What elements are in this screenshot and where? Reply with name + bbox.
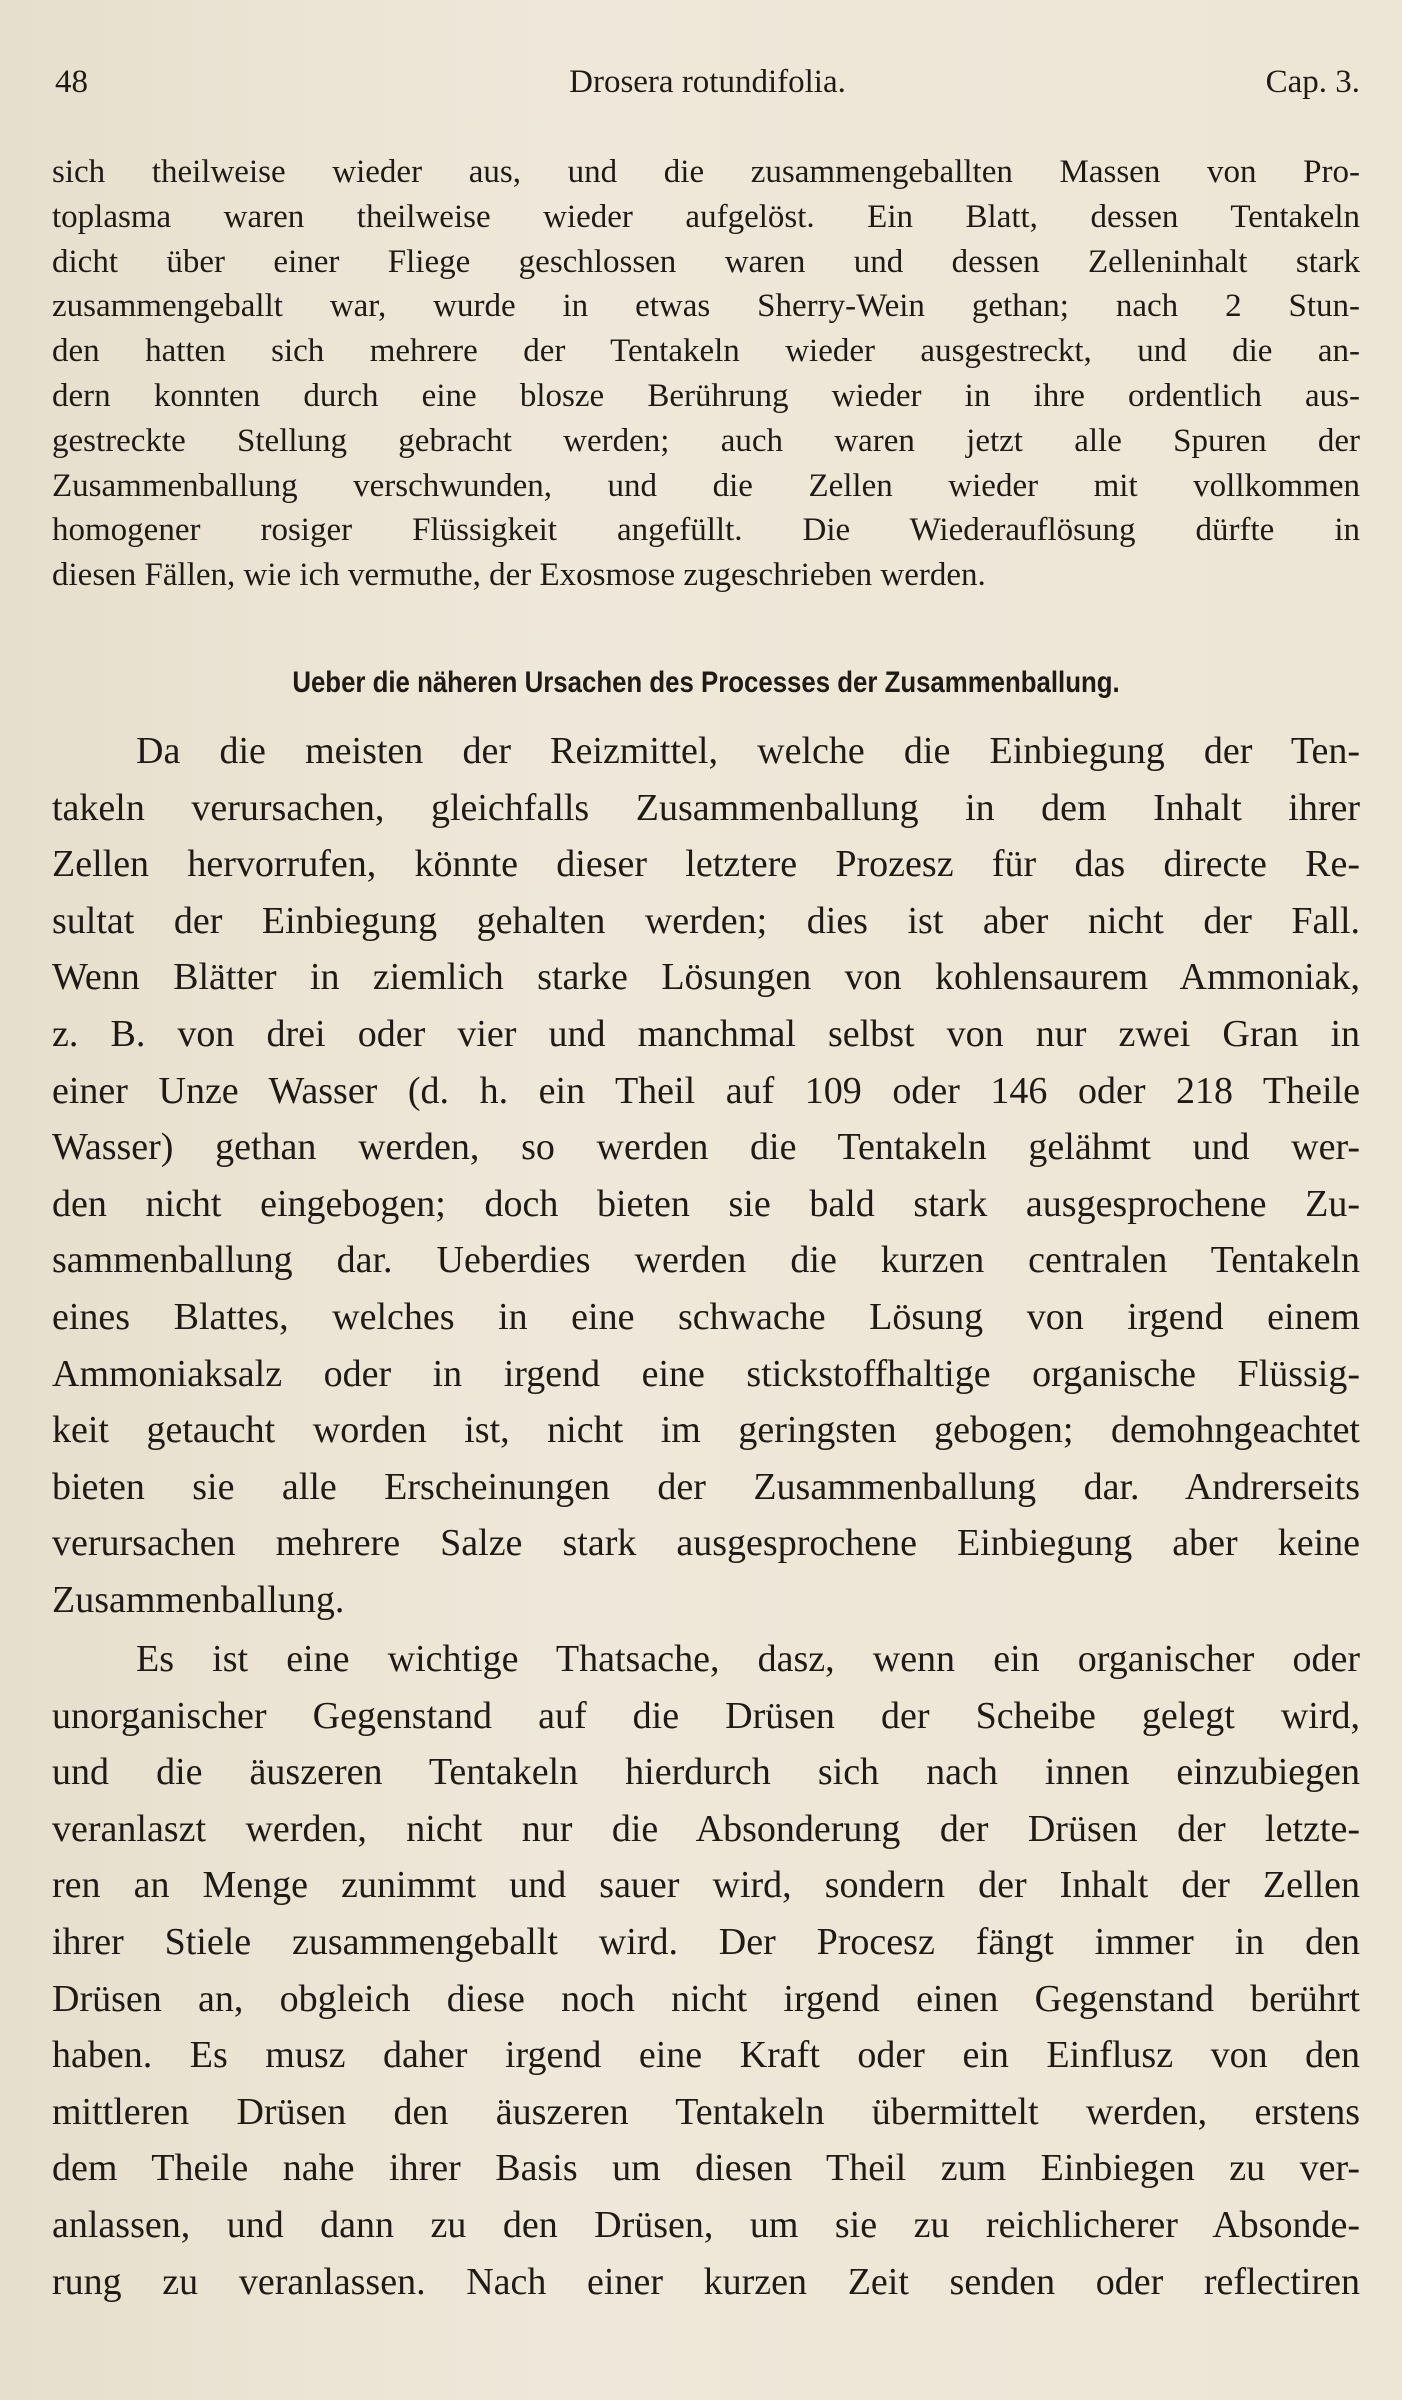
text-line: den nicht eingebogen; doch bieten sie bald stark ausgesprochene Zu-	[52, 1182, 1360, 1225]
text-line: mittleren Drüsen den äuszeren Tentakeln übermittelt werden, erstens	[52, 2090, 1360, 2133]
text-line: bieten sie alle Erscheinungen der Zusammenballung dar. Andrerseits	[52, 1465, 1360, 1508]
text-line: Es ist eine wichtige Thatsache, dasz, wenn ein organischer oder	[136, 1638, 1360, 1680]
text-line: gestreckte Stellung gebracht werden; auch waren jetzt alle Spuren der	[52, 422, 1360, 459]
text-line: Ammoniaksalz oder in irgend eine stickstoffhaltige organische Flüssig-	[52, 1352, 1360, 1395]
text-line: ihrer Stiele zusammengeballt wird. Der Procesz fängt immer in den	[52, 1920, 1360, 1963]
text-line: takeln verursachen, gleichfalls Zusammenballung in dem Inhalt ihrer	[52, 786, 1360, 829]
paragraph-1	[52, 723, 1360, 1629]
text-line: toplasma waren theilweise wieder aufgelöst. Ein Blatt, dessen Tentakeln	[52, 198, 1360, 235]
text-line: rung zu veranlassen. Nach einer kurzen Zeit senden oder reflectiren	[52, 2260, 1360, 2303]
text-line: verursachen mehrere Salze stark ausgesprochene Einbiegung aber keine	[52, 1522, 1360, 1565]
text-line: keit getaucht worden ist, nicht im geringsten gebogen; demohngeachtet	[52, 1409, 1360, 1452]
text-line: z. B. von drei oder vier und manchmal selbst von nur zwei Gran in	[52, 1012, 1360, 1055]
text-line: eines Blattes, welches in eine schwache Lösung von irgend einem	[52, 1295, 1360, 1338]
running-title: Drosera rotundifolia.	[569, 64, 846, 100]
text-line: Wenn Blätter in ziemlich starke Lösungen von kohlensaurem Ammoniak,	[52, 956, 1360, 999]
text-line: haben. Es musz daher irgend eine Kraft oder ein Einflusz von den	[52, 2034, 1360, 2077]
section-heading: Ueber die näheren Ursachen des Processes der Zusammenballung.	[292, 666, 1120, 699]
page-number: 48	[55, 64, 88, 100]
paragraph-2	[52, 1631, 1360, 2310]
small-print-paragraph	[52, 150, 1360, 598]
text-line: veranlaszt werden, nicht nur die Absonderung der Drüsen der letzte-	[52, 1807, 1360, 1850]
text-line: ren an Menge zunimmt und sauer wird, sondern der Inhalt der Zellen	[52, 1864, 1360, 1907]
text-line: sich theilweise wieder aus, und die zusammengeballten Massen von Pro-	[52, 154, 1360, 190]
text-line: Wasser) gethan werden, so werden die Tentakeln gelähmt und wer-	[52, 1126, 1360, 1169]
text-line: Zusammenballung.	[52, 1578, 345, 1621]
text-line: Da die meisten der Reizmittel, welche die Einbiegung der Ten-	[136, 730, 1360, 772]
text-line: sammenballung dar. Ueberdies werden die kurzen centralen Tentakeln	[52, 1239, 1360, 1282]
text-line: diesen Fällen, wie ich vermuthe, der Exosmose zugeschrieben werden.	[52, 557, 986, 594]
text-line: dicht über einer Fliege geschlossen waren und dessen Zelleninhalt stark	[52, 243, 1360, 280]
text-line: Zellen hervorrufen, könnte dieser letztere Prozesz für das directe Re-	[52, 843, 1360, 886]
text-line: unorganischer Gegenstand auf die Drüsen der Scheibe gelegt wird,	[52, 1694, 1360, 1737]
text-line: dem Theile nahe ihrer Basis um diesen Theil zum Einbiegen zu ver-	[52, 2147, 1360, 2190]
text-line: sultat der Einbiegung gehalten werden; dies ist aber nicht der Fall.	[52, 899, 1360, 942]
text-line: und die äuszeren Tentakeln hierdurch sich nach innen einzubiegen	[52, 1751, 1360, 1794]
text-line: anlassen, und dann zu den Drüsen, um sie zu reichlicherer Absonde-	[52, 2203, 1360, 2246]
text-line: zusammengeballt war, wurde in etwas Sherry-Wein gethan; nach 2 Stun-	[52, 288, 1360, 325]
text-line: den hatten sich mehrere der Tentakeln wieder ausgestreckt, und die an-	[52, 333, 1360, 370]
chapter-label: Cap. 3.	[1265, 64, 1360, 100]
text-line: Drüsen an, obgleich diese noch nicht irgend einen Gegenstand berührt	[52, 1977, 1360, 2020]
text-line: dern konnten durch eine blosze Berührung wieder in ihre ordentlich aus-	[52, 377, 1360, 414]
text-line: einer Unze Wasser (d. h. ein Theil auf 109 oder 146 oder 218 Theile	[52, 1069, 1360, 1112]
text-line: homogener rosiger Flüssigkeit angefüllt. Die Wiederauflösung dürfte in	[52, 512, 1360, 549]
page-header	[55, 62, 1360, 102]
text-line: Zusammenballung verschwunden, und die Zellen wieder mit vollkommen	[52, 467, 1360, 504]
